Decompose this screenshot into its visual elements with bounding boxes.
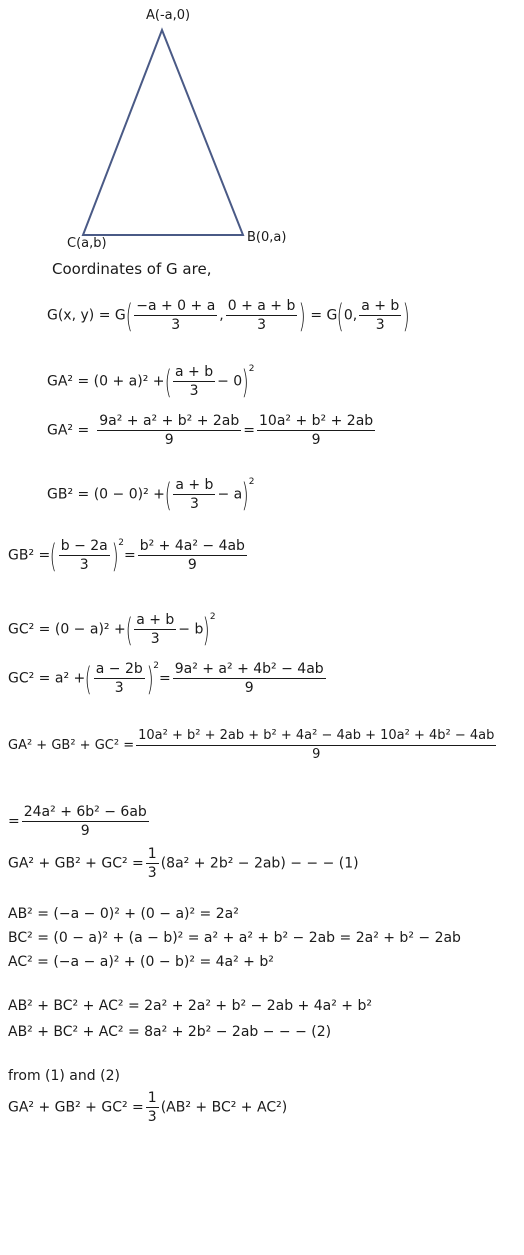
frac-den: 3	[189, 496, 199, 512]
equation-sides-2: AB² + BC² + AC² = 8a² + 2b² − 2ab − − − (2)	[8, 1024, 332, 1040]
frac-num: a + b	[361, 298, 400, 314]
equation-sum-1	[8, 728, 498, 763]
frac-den: 3	[189, 383, 199, 399]
frac-num: a + b	[175, 364, 214, 380]
equation-ab: AB² = (−a − 0)² + (0 − a)² = 2a²	[8, 906, 239, 922]
equation-sum-3	[8, 846, 359, 881]
frac-num: 9a² + a² + 4b² − 4ab	[174, 661, 324, 677]
equation-bc: BC² = (0 − a)² + (a − b)² = a² + a² + b² − 2ab = 2a² + b² − 2ab	[8, 930, 461, 946]
eq-text: GA² = (0 + a)² +	[47, 373, 165, 390]
frac-num: 10a² + b² + 2ab	[259, 413, 374, 429]
frac-den: 3	[147, 865, 157, 881]
eq-text: GA² + GB² + GC² =	[8, 1099, 144, 1116]
eq-text: GB² = (0 − 0)² +	[47, 486, 165, 503]
frac-num: 10a² + b² + 2ab + b² + 4a² − 4ab + 10a² + 4b² − 4ab	[136, 728, 496, 746]
frac-den: 9	[80, 823, 90, 839]
exponent: 2	[153, 661, 159, 671]
frac-num: 1	[147, 846, 157, 862]
exponent: 2	[118, 538, 124, 548]
exponent: 2	[248, 477, 255, 487]
frac-num: −a + 0 + a	[136, 298, 216, 314]
eq-text: GA² =	[47, 422, 90, 439]
exponent: 2	[248, 364, 255, 374]
eq-text: − a	[217, 486, 243, 503]
frac-num: 1	[147, 1090, 157, 1106]
frac-num: a − 2b	[95, 661, 143, 677]
heading-coordinates: Coordinates of G are,	[52, 260, 212, 278]
equation-sum-2	[8, 804, 151, 839]
equation-ga-1: GA² = (0 + a)² +( $\frac{a + b}{3}$ − 0)$^2$	[47, 362, 255, 401]
frac-num: a + b	[136, 612, 175, 628]
eq-text: GB² =	[8, 547, 51, 564]
equation-gc-1: GC² = (0 − a)² +( $\frac{a + b}{3}$ − b)$^2$	[8, 610, 216, 649]
frac-den: 9	[164, 432, 174, 448]
vertex-label-a: A(-a,0)	[146, 8, 191, 23]
vertex-label-c: C(a,b)	[67, 236, 107, 251]
equation-ga-2	[47, 413, 377, 448]
triangle-figure	[0, 0, 524, 260]
frac-num: 24a² + 6b² − 6ab	[23, 804, 147, 820]
eq-text: GA² + GB² + GC² =	[8, 855, 144, 872]
equation-g-coords: G(x, y) = G( $\frac{-a + 0 + a}{3}$ , $\frac{0 + a + b}{3}$ ) = G(0, $\frac{a + b}{3}$ )	[47, 296, 410, 335]
eq-text: GA² + GB² + GC² =	[8, 738, 135, 753]
equation-final	[8, 1090, 287, 1125]
frac-den: 3	[147, 1109, 157, 1125]
triangle-abc	[83, 30, 243, 235]
eq-text: G(x, y) = G	[47, 307, 126, 324]
frac-num: 0 + a + b	[227, 298, 296, 314]
exponent: 2	[209, 612, 216, 622]
equation-gb-2: GB² =( $\frac{b - 2a}{3}$ )$^2$= $\frac{\text{b² + 4a² − 4ab}}{9}$	[8, 536, 245, 575]
text-from: from (1) and (2)	[8, 1068, 120, 1084]
eq-text: (8a² + 2b² − 2ab) − − − (1)	[160, 855, 359, 872]
eq-text: =	[158, 670, 171, 687]
equation-ac: AC² = (−a − a)² + (0 − b)² = 4a² + b²	[8, 954, 274, 970]
vertex-label-b: B(0,a)	[247, 230, 287, 245]
eq-text: − 0	[217, 373, 243, 390]
eq-text: 0,	[343, 307, 358, 324]
eq-text: (AB² + BC² + AC²)	[160, 1099, 288, 1116]
frac-den: 3	[79, 557, 89, 573]
eq-text: − b	[178, 621, 204, 638]
frac-den: 9	[311, 432, 321, 448]
eq-text: GC² = a² +	[8, 670, 86, 687]
frac-den: 3	[150, 631, 160, 647]
frac-num: b² + 4a² − 4ab	[139, 538, 245, 554]
eq-text: = G	[310, 307, 338, 324]
frac-num: 9a² + a² + b² + 2ab	[99, 413, 240, 429]
frac-den: 3	[171, 317, 181, 333]
equation-gc-2: GC² = a² +( $\frac{a - 2b}{3}$ )$^2$= $\frac{\text{9a² + a² + 4b² − 4ab}}{9}$	[8, 659, 324, 698]
frac-den: 3	[375, 317, 385, 333]
frac-den: 9	[244, 680, 254, 696]
frac-den: 9	[312, 747, 321, 762]
eq-text: =	[123, 547, 136, 564]
frac-den: 9	[187, 557, 197, 573]
frac-den: 3	[114, 680, 124, 696]
frac-num: a + b	[175, 477, 214, 493]
eq-text: =	[8, 813, 20, 830]
equation-sides-1: AB² + BC² + AC² = 2a² + 2a² + b² − 2ab + 4a² + b²	[8, 998, 372, 1014]
eq-text: =	[243, 422, 256, 439]
equation-gb-1: GB² = (0 − 0)² +( $\frac{a + b}{3}$ − a)$^2$	[47, 475, 255, 514]
eq-text: GC² = (0 − a)² +	[8, 621, 126, 638]
frac-num: b − 2a	[60, 538, 108, 554]
frac-den: 3	[257, 317, 267, 333]
